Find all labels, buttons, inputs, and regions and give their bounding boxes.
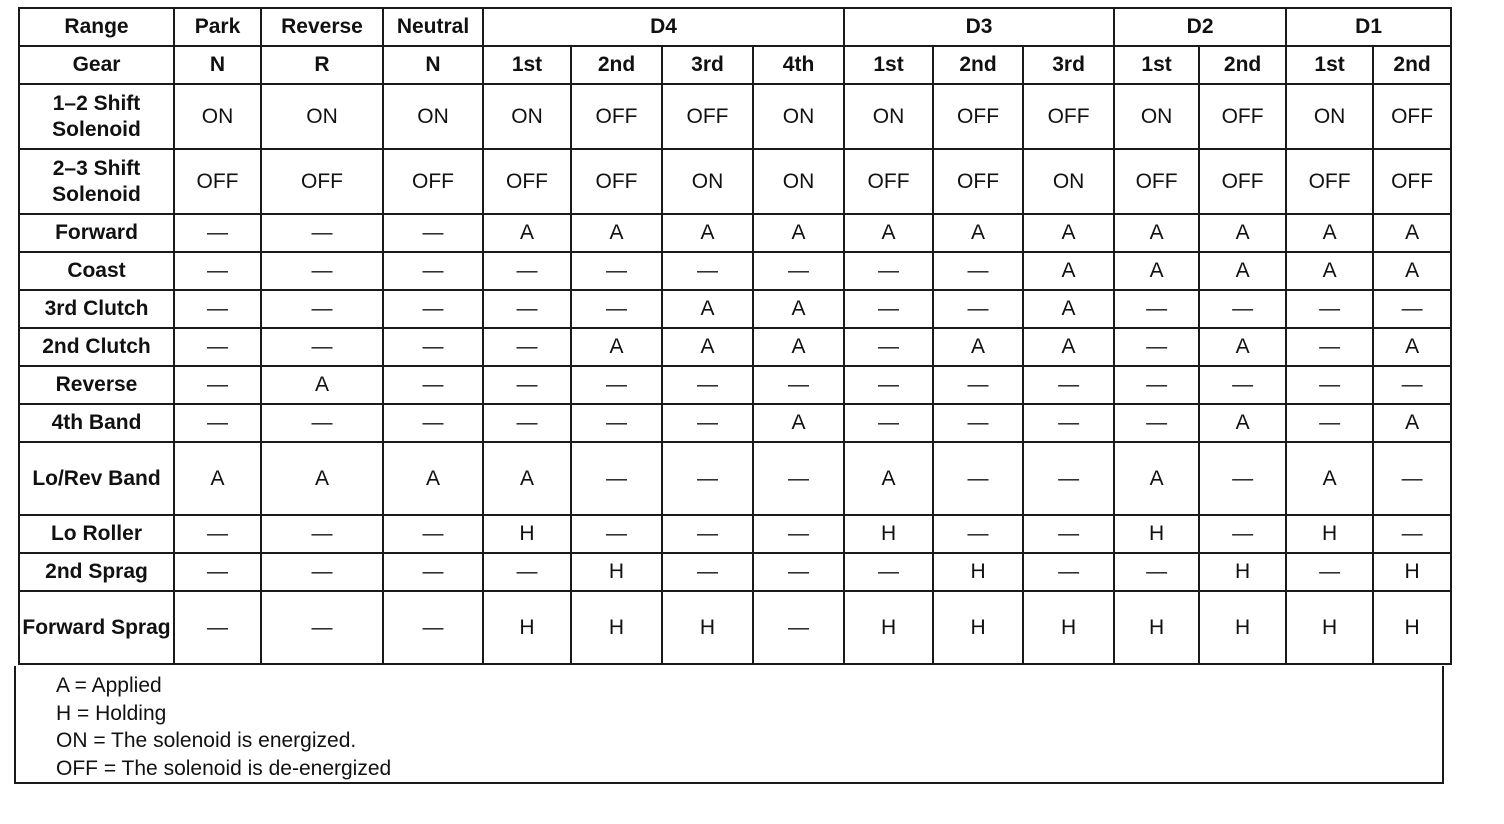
table-cell: A xyxy=(933,214,1023,252)
table-cell: — xyxy=(383,366,483,404)
table-body xyxy=(19,84,1451,664)
range-header-cell: Reverse xyxy=(261,8,383,46)
table-cell: — xyxy=(753,442,844,515)
table-cell: ON xyxy=(662,149,753,214)
component-label: 2nd Sprag xyxy=(19,553,174,591)
gear-header-cell: 1st xyxy=(1114,46,1199,84)
table-cell: A xyxy=(1373,252,1451,290)
table-cell: A xyxy=(1023,252,1114,290)
table-cell: — xyxy=(483,252,571,290)
table-cell: — xyxy=(933,515,1023,553)
table-cell: — xyxy=(1286,404,1373,442)
table-cell: A xyxy=(753,214,844,252)
legend-line: ON = The solenoid is energized. xyxy=(56,729,357,752)
component-label: Lo/Rev Band xyxy=(19,442,174,515)
gear-header-cell: 3rd xyxy=(662,46,753,84)
table-cell: — xyxy=(753,366,844,404)
table-cell: — xyxy=(1199,442,1286,515)
table-cell: — xyxy=(174,290,261,328)
table-cell: — xyxy=(1023,442,1114,515)
table-cell: A xyxy=(753,328,844,366)
table-cell: H xyxy=(483,515,571,553)
table-cell: A xyxy=(753,404,844,442)
table-cell: — xyxy=(1114,328,1199,366)
table-cell: OFF xyxy=(933,84,1023,149)
table-cell: — xyxy=(383,214,483,252)
table-row xyxy=(19,404,1451,442)
table-cell: — xyxy=(1199,366,1286,404)
table-cell: — xyxy=(933,366,1023,404)
table-cell: A xyxy=(383,442,483,515)
table-row xyxy=(19,515,1451,553)
table-cell: ON xyxy=(1286,84,1373,149)
table-cell: — xyxy=(1373,442,1451,515)
range-header-row xyxy=(19,8,1451,46)
table-cell: A xyxy=(1286,442,1373,515)
table-cell: — xyxy=(1023,515,1114,553)
table-cell: — xyxy=(261,328,383,366)
table-cell: — xyxy=(1373,366,1451,404)
table-cell: — xyxy=(174,214,261,252)
table-cell: H xyxy=(483,591,571,664)
table-cell: OFF xyxy=(1286,149,1373,214)
table-cell: — xyxy=(383,252,483,290)
gear-header-cell: R xyxy=(261,46,383,84)
table-cell: — xyxy=(261,214,383,252)
table-cell: OFF xyxy=(174,149,261,214)
table-cell: — xyxy=(662,553,753,591)
table-cell: ON xyxy=(483,84,571,149)
component-label: 4th Band xyxy=(19,404,174,442)
component-label: Coast xyxy=(19,252,174,290)
table-cell: — xyxy=(844,404,933,442)
gear-header-cell: N xyxy=(383,46,483,84)
table-cell: A xyxy=(1114,252,1199,290)
table-cell: H xyxy=(662,591,753,664)
table-cell: — xyxy=(383,553,483,591)
table-cell: — xyxy=(1023,404,1114,442)
table-cell: — xyxy=(933,290,1023,328)
table-cell: — xyxy=(1286,328,1373,366)
table-cell: OFF xyxy=(1114,149,1199,214)
table-cell: H xyxy=(933,591,1023,664)
table-cell: — xyxy=(571,404,662,442)
gear-header-label: Gear xyxy=(19,46,174,84)
table-cell: A xyxy=(753,290,844,328)
table-cell: A xyxy=(1373,404,1451,442)
gear-header-cell: 2nd xyxy=(1373,46,1451,84)
table-cell: A xyxy=(844,214,933,252)
table-cell: — xyxy=(662,404,753,442)
table-cell: OFF xyxy=(1199,149,1286,214)
table-cell: — xyxy=(753,591,844,664)
table-cell: A xyxy=(1373,328,1451,366)
table-cell: — xyxy=(1023,366,1114,404)
table-cell: A xyxy=(1023,290,1114,328)
table-cell: — xyxy=(844,328,933,366)
legend-line: H = Holding xyxy=(56,701,167,725)
table-cell: OFF xyxy=(933,149,1023,214)
table-cell: — xyxy=(1114,366,1199,404)
gear-header-cell: 1st xyxy=(1286,46,1373,84)
table-cell: A xyxy=(571,328,662,366)
component-label: 3rd Clutch xyxy=(19,290,174,328)
table-cell: ON xyxy=(383,84,483,149)
table-row xyxy=(19,84,1451,149)
range-header-label: Range xyxy=(19,8,174,46)
table-cell: — xyxy=(753,515,844,553)
table-cell: — xyxy=(483,553,571,591)
table-cell: OFF xyxy=(483,149,571,214)
table-row xyxy=(19,591,1451,664)
table-cell: H xyxy=(1286,591,1373,664)
table-cell: — xyxy=(844,290,933,328)
legend-box xyxy=(14,666,1444,784)
table-cell: A xyxy=(483,442,571,515)
table-cell: A xyxy=(1199,252,1286,290)
table-cell: — xyxy=(261,404,383,442)
gear-header-cell: 2nd xyxy=(933,46,1023,84)
range-header-cell: D2 xyxy=(1114,8,1286,46)
table-cell: H xyxy=(1373,591,1451,664)
table-cell: — xyxy=(662,366,753,404)
table-cell: H xyxy=(571,553,662,591)
gear-header-cell: 1st xyxy=(844,46,933,84)
table-cell: — xyxy=(383,591,483,664)
table-cell: — xyxy=(174,404,261,442)
table-cell: H xyxy=(1114,591,1199,664)
table-cell: — xyxy=(174,252,261,290)
table-cell: OFF xyxy=(844,149,933,214)
table-cell: — xyxy=(1373,290,1451,328)
range-header-cell: D4 xyxy=(483,8,844,46)
table-cell: H xyxy=(844,591,933,664)
table-cell: A xyxy=(1373,214,1451,252)
table-cell: A xyxy=(1114,442,1199,515)
table-cell: — xyxy=(1114,290,1199,328)
component-label: 2–3 Shift Solenoid xyxy=(19,149,174,214)
component-label: Forward Sprag xyxy=(19,591,174,664)
table-cell: OFF xyxy=(383,149,483,214)
component-label: 2nd Clutch xyxy=(19,328,174,366)
table-cell: H xyxy=(844,515,933,553)
table-cell: — xyxy=(483,290,571,328)
gear-header-row xyxy=(19,46,1451,84)
table-row xyxy=(19,553,1451,591)
table-cell: H xyxy=(571,591,662,664)
table-cell: — xyxy=(1023,553,1114,591)
table-cell: — xyxy=(261,290,383,328)
table-cell: — xyxy=(174,591,261,664)
range-header-cell: Neutral xyxy=(383,8,483,46)
table-cell: — xyxy=(261,591,383,664)
table-cell: OFF xyxy=(571,84,662,149)
table-cell: H xyxy=(1373,553,1451,591)
table-row xyxy=(19,366,1451,404)
gear-header-cell: 3rd xyxy=(1023,46,1114,84)
table-cell: OFF xyxy=(1199,84,1286,149)
table-cell: — xyxy=(383,404,483,442)
table-cell: — xyxy=(1286,366,1373,404)
table-cell: — xyxy=(753,252,844,290)
table-cell: A xyxy=(1199,404,1286,442)
gear-header-cell: 2nd xyxy=(571,46,662,84)
table-cell: A xyxy=(662,328,753,366)
table-cell: A xyxy=(1114,214,1199,252)
table-cell: H xyxy=(1114,515,1199,553)
table-row xyxy=(19,149,1451,214)
table-cell: — xyxy=(844,366,933,404)
table-cell: — xyxy=(174,515,261,553)
table-cell: — xyxy=(571,366,662,404)
table-cell: — xyxy=(1114,553,1199,591)
table-cell: — xyxy=(1373,515,1451,553)
table-cell: A xyxy=(1023,214,1114,252)
table-cell: A xyxy=(261,366,383,404)
component-label: 1–2 Shift Solenoid xyxy=(19,84,174,149)
table-row xyxy=(19,290,1451,328)
table-cell: H xyxy=(1286,515,1373,553)
table-cell: OFF xyxy=(1373,84,1451,149)
table-cell: — xyxy=(1114,404,1199,442)
gear-header-cell: N xyxy=(174,46,261,84)
table-row xyxy=(19,442,1451,515)
legend-line: A = Applied xyxy=(56,674,162,697)
table-row xyxy=(19,328,1451,366)
table-cell: OFF xyxy=(1023,84,1114,149)
legend-line: OFF = The solenoid is de-energized xyxy=(56,756,392,780)
table-cell: A xyxy=(174,442,261,515)
range-header-cell: D1 xyxy=(1286,8,1451,46)
table-cell: H xyxy=(933,553,1023,591)
gear-header-cell: 1st xyxy=(483,46,571,84)
table-cell: H xyxy=(1199,553,1286,591)
table-cell: A xyxy=(483,214,571,252)
table-cell: — xyxy=(383,328,483,366)
table-cell: — xyxy=(383,515,483,553)
table-cell: — xyxy=(174,366,261,404)
table-cell: A xyxy=(844,442,933,515)
table-cell: — xyxy=(844,553,933,591)
component-label: Lo Roller xyxy=(19,515,174,553)
table-cell: — xyxy=(483,328,571,366)
table-cell: H xyxy=(1199,591,1286,664)
table-cell: A xyxy=(1199,328,1286,366)
table-cell: — xyxy=(844,252,933,290)
component-label: Forward xyxy=(19,214,174,252)
table-cell: ON xyxy=(261,84,383,149)
table-cell: — xyxy=(1199,290,1286,328)
table-cell: — xyxy=(571,252,662,290)
table-cell: ON xyxy=(1114,84,1199,149)
table-cell: — xyxy=(662,252,753,290)
table-cell: — xyxy=(261,252,383,290)
table-cell: OFF xyxy=(662,84,753,149)
table-cell: — xyxy=(1199,515,1286,553)
table-cell: A xyxy=(662,214,753,252)
table-cell: — xyxy=(933,252,1023,290)
table-cell: ON xyxy=(753,84,844,149)
table-cell: A xyxy=(662,290,753,328)
table-cell: ON xyxy=(174,84,261,149)
table-cell: ON xyxy=(844,84,933,149)
table-cell: OFF xyxy=(571,149,662,214)
table-cell: ON xyxy=(753,149,844,214)
table-row xyxy=(19,252,1451,290)
table-cell: — xyxy=(174,553,261,591)
table-cell: — xyxy=(483,404,571,442)
table-cell: — xyxy=(383,290,483,328)
table-cell: A xyxy=(1286,214,1373,252)
table-cell: ON xyxy=(1023,149,1114,214)
table-cell: A xyxy=(933,328,1023,366)
table-cell: — xyxy=(571,290,662,328)
table-cell: — xyxy=(174,328,261,366)
table-cell: — xyxy=(753,553,844,591)
table-cell: A xyxy=(1286,252,1373,290)
table-cell: — xyxy=(1286,290,1373,328)
legend-lines xyxy=(56,672,391,782)
component-label: Reverse xyxy=(19,366,174,404)
table-cell: H xyxy=(1023,591,1114,664)
shift-application-table xyxy=(18,7,1452,665)
table-cell: — xyxy=(662,442,753,515)
table-cell: A xyxy=(1199,214,1286,252)
range-header-cell: D3 xyxy=(844,8,1114,46)
table-cell: — xyxy=(571,442,662,515)
table-cell: — xyxy=(261,553,383,591)
table-cell: — xyxy=(483,366,571,404)
table-cell: — xyxy=(261,515,383,553)
table-row xyxy=(19,214,1451,252)
table-cell: — xyxy=(933,404,1023,442)
table-cell: A xyxy=(261,442,383,515)
table-cell: — xyxy=(662,515,753,553)
table-cell: OFF xyxy=(261,149,383,214)
range-header-cell: Park xyxy=(174,8,261,46)
table-cell: OFF xyxy=(1373,149,1451,214)
table-cell: A xyxy=(571,214,662,252)
gear-header-cell: 2nd xyxy=(1199,46,1286,84)
table-cell: — xyxy=(1286,553,1373,591)
table-cell: A xyxy=(1023,328,1114,366)
table-cell: — xyxy=(933,442,1023,515)
gear-header-cell: 4th xyxy=(753,46,844,84)
table-cell: — xyxy=(571,515,662,553)
